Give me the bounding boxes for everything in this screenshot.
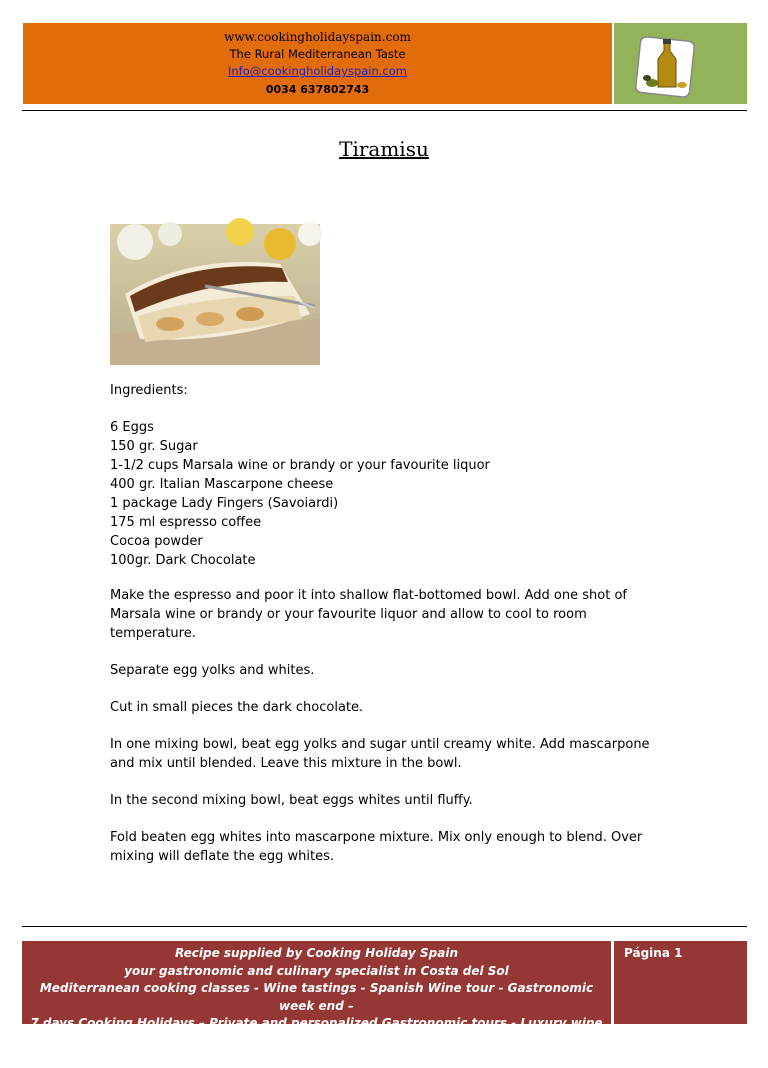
footer-line: 7 days Cooking Holidays – Private and personalized Gastronomic tours - Luxury wine excursions - xyxy=(30,1016,603,1048)
email-link[interactable]: Info@cookingholidayspain.com xyxy=(227,64,407,79)
ingredient-item: 175 ml espresso coffee xyxy=(110,515,262,530)
ingredient-item: 150 gr. Sugar xyxy=(110,439,198,454)
website-text: www.cookingholidayspain.com xyxy=(224,30,411,44)
phone-text: 0034 637802743 xyxy=(265,82,370,96)
recipe-body xyxy=(110,381,670,884)
step-paragraph: Cut in small pieces the dark chocolate. xyxy=(110,700,364,715)
step-paragraph: In one mixing bowl, beat egg yolks and sugar until creamy white. Add mascarpone and mix until blended. Leave this mixture in the bowl. xyxy=(110,737,650,771)
header-divider xyxy=(22,110,747,111)
ingredients-heading: Ingredients: xyxy=(110,383,188,398)
tagline-text: The Rural Mediterranean Taste xyxy=(229,47,406,62)
header-banner xyxy=(23,23,612,104)
ingredient-item: 400 gr. Italian Mascarpone cheese xyxy=(110,477,334,492)
ingredient-item: 6 Eggs xyxy=(110,420,154,435)
ingredient-item: 1-1/2 cups Marsala wine or brandy or your favourite liquor xyxy=(110,458,490,473)
step-paragraph: Separate egg yolks and whites. xyxy=(110,663,315,678)
footer-divider xyxy=(22,926,747,927)
olive-oil-bottle-icon xyxy=(634,33,698,97)
header-logo-panel xyxy=(614,23,747,104)
footer-line: Recipe supplied by Cooking Holiday Spain xyxy=(174,946,459,960)
footer-line: Mediterranean cooking classes - Wine tastings - Spanish Wine tour - Gastronomic week end – xyxy=(39,981,594,1013)
footer-line: Tapas Tour Malaga – Jerez sherry excursion - Ronda wine tour - Private Chef Service xyxy=(33,1051,600,1065)
header-contact-block xyxy=(23,29,612,98)
ingredient-item: Cocoa powder xyxy=(110,534,203,549)
footer-page-panel xyxy=(614,941,747,1024)
footer-text-block xyxy=(22,941,611,1068)
ingredient-item: 100gr. Dark Chocolate xyxy=(110,553,256,568)
footer-line: your gastronomic and culinary specialist in Costa del Sol xyxy=(124,963,509,978)
tiramisu-photo xyxy=(110,224,320,365)
ingredients-list xyxy=(110,418,670,570)
recipe-title: Tiramisu xyxy=(339,137,429,161)
ingredient-item: 1 package Lady Fingers (Savoiardi) xyxy=(110,496,339,511)
footer-banner xyxy=(22,941,611,1065)
step-paragraph: Make the espresso and poor it into shallow flat-bottomed bowl. Add one shot of Marsala wine or brandy or your favourite liquor and allow to cool to room temperature. xyxy=(110,588,627,641)
step-paragraph: In the second mixing bowl, beat eggs whites until fluffy. xyxy=(110,793,473,808)
page-number: Página 1 xyxy=(624,946,683,960)
step-paragraph: Fold beaten egg whites into mascarpone mixture. Mix only enough to blend. Over mixing will deflate the egg whites. xyxy=(110,830,643,864)
